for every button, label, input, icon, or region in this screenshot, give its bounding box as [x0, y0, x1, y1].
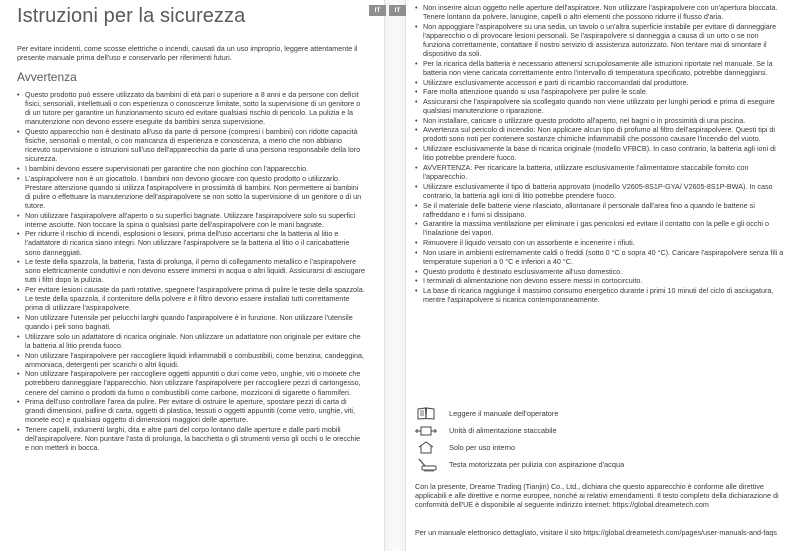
- warning-item: • Non appoggiare l'aspirapolvere su una sedia, un tavolo o un'altra superficie instabile per evitare di danneggiare l'apparecchio o di provocare lesioni personali. Se l'aspirapolvere si danneggia a causa di un urto o se non funziona correttamente, contattare il nostro servizio di assistenza autorizzato. Non tentare mai di smontare il dispositivo da soli.: [415, 22, 785, 58]
- section-heading-warning: Avvertenza: [17, 70, 77, 84]
- warning-item: • Questo prodotto è destinato esclusivamente all'uso domestico.: [415, 267, 785, 276]
- symbol-label: Solo per uso interno: [449, 443, 516, 452]
- warning-list-right: [415, 3, 785, 305]
- motorized-head-icon: [415, 458, 437, 472]
- warning-item: • Non usare in ambienti estremamente caldi o freddi (sotto 0 °C o sopra 40 °C). Caricare l'aspirapolvere senza fili a temperature superiori a 0 °C e inferiori a 40 °C.: [415, 248, 785, 266]
- symbols-legend: [415, 405, 785, 473]
- warning-item: • I terminali di alimentazione non devono essere messi in cortocircuito.: [415, 276, 785, 285]
- warning-item: • Questo prodotto può essere utilizzato da bambini di età pari o superiore a 8 anni e da persone con deficit fisici, sensoriali, intellettuali o con esperienza o conoscenze limitate, sotto la supervisione di un genitore o di un tutore per garantire un funzionamento sicuro ed evitare qualsiasi rischio di pericolo. La pulizia e la manutenzione non devono essere eseguite da bambini senza supervisione.: [17, 90, 365, 126]
- symbol-label: Leggere il manuale dell'operatore: [449, 409, 559, 418]
- right-page: [404, 0, 800, 551]
- warning-item: • La base di ricarica raggiunge il massimo consumo energetico durante i primi 10 minuti del ciclo di asciugatura, mentre l'aspirapolvere si ricarica contemporaneamente.: [415, 286, 785, 304]
- intro-paragraph: Per evitare incidenti, come scosse elettriche o incendi, causati da un uso improprio, leggere attentamente il presente manuale prima dell'uso e conservarlo per riferimenti futuri.: [17, 44, 358, 63]
- warning-item: • Per evitare lesioni causate da parti rotative, spegnere l'aspirapolvere prima di pulire le teste della spazzola. Le teste della spazzola, il contenitore della polvere e il filtro devono essere installati tutti correttamente prima di utilizzare l'aspirapolvere.: [17, 285, 365, 312]
- eu-declaration: Con la presente, Dreame Trading (Tianjin) Co., Ltd., dichiara che questo apparecchio è conforme alle direttive applicabili e alle direttive e norme europee, nonché ai relativi emendamenti. Il testo completo della dichiarazione di conformità dell'UE è disponibile al seguente indirizzo internet: https://global.dreametech.com: [415, 482, 779, 510]
- symbol-row: [415, 422, 785, 439]
- warning-item: • Rimuovere il liquido versato con un assorbente e incenerire i rifiuti.: [415, 238, 785, 247]
- warning-item: • Tenere capelli, indumenti larghi, dita e altre parti del corpo lontano dalle aperture e dalle parti mobili dell'aspirapolvere. Non puntare l'asta di prolunga, la bacchetta o gli strumenti verso gli occhi o le orecchie e non metterli in bocca.: [17, 425, 365, 452]
- warning-item: • Se il materiale delle batterie viene rilasciato, allontanare il personale dall'area fino a quando le batterie si raffreddano e i fumi si dissipano.: [415, 201, 785, 219]
- warning-item: • Garantire la massima ventilazione per eliminare i gas pericolosi ed evitare il contatto con la pelle e gli occhi o l'inalazione dei vapori.: [415, 219, 785, 237]
- language-tab-right: IT: [389, 5, 406, 16]
- book-icon: [415, 407, 437, 421]
- symbol-label: Testa motorizzata per pulizia con aspirazione d'acqua: [449, 460, 625, 469]
- page-gutter: [384, 0, 406, 551]
- symbol-row: [415, 456, 785, 473]
- warning-item: • Avvertenza sul pericolo di incendio: Non applicare alcun tipo di profumo al filtro dell'aspirapolvere. Questi tipi di prodotti sono noti per contenere sostanze chimiche infiammabili che possono causare l'incendio del vuoto.: [415, 125, 785, 143]
- symbol-row: [415, 405, 785, 422]
- warning-item: • Utilizzare solo un adattatore di ricarica originale. Non utilizzare un adattatore non originale per evitare che la batteria al litio prenda fuoco.: [17, 332, 365, 350]
- warning-item: • I bambini devono essere supervisionati per garantire che non giochino con l'apparecchio.: [17, 164, 365, 173]
- warning-item: • Non installare, caricare o utilizzare questo prodotto all'aperto, nei bagni o in prossimità di una piscina.: [415, 116, 785, 125]
- warning-item: • AVVERTENZA: Per ricaricare la batteria, utilizzare esclusivamente l'alimentatore staccabile fornito con l'apparecchio.: [415, 163, 785, 181]
- warning-list-left: [17, 90, 365, 453]
- warning-item: • Assicurarsi che l'aspirapolvere sia scollegato quando non viene utilizzato per lunghi periodi e prima di eseguire qualsiasi manutenzione o riparazione.: [415, 97, 785, 115]
- warning-item: • Prima dell'uso controllare l'area da pulire. Per evitare di ostruire le aperture, spostare pezzi di carta di grandi dimensioni, palline di carta, oggetti di plastica, tessuti o oggetti appuntiti (come vetro, unghie, viti, monete ecc) e qualsiasi oggetto di dimensioni maggiori delle aperture.: [17, 397, 365, 424]
- warning-item: • Fare molta attenzione quando si usa l'aspirapolvere per pulire le scale.: [415, 87, 785, 96]
- power-supply-icon: [415, 424, 437, 438]
- warning-item: • L'aspirapolvere non è un giocattolo. I bambini non devono giocare con questo prodotto o utilizzarlo. Prestare attenzione quando si utilizza l'aspirapolvere in prossimità di bambini. Non permettere ai bambini di pulire o effettuare la manutenzione dell'aspirapolvere se non sotto la supervisione di un genitore o di un tutore.: [17, 174, 365, 210]
- warning-item: • Per ridurre il rischio di incendi, esplosioni o lesioni, prima dell'uso accertarsi che la batteria al litio e l'adattatore di ricarica siano integri. Non utilizzare l'aspirapolvere se la batteria al litio o il caricabatterie sono danneggiati.: [17, 229, 365, 256]
- warning-item: • Utilizzare esclusivamente la base di ricarica originale (modello VFBCB). In caso contrario, la batteria agli ioni di litio potrebbe prendere fuoco.: [415, 144, 785, 162]
- language-tab-left: IT: [369, 5, 386, 16]
- page-title: Istruzioni per la sicurezza: [17, 5, 246, 27]
- house-icon: [415, 441, 437, 455]
- warning-item: • Utilizzare esclusivamente accessori e parti di ricambio raccomandati dal produttore.: [415, 78, 785, 87]
- symbol-row: [415, 439, 785, 456]
- warning-item: • Non utilizzare l'aspirapolvere all'aperto o su superfici bagnate. Utilizzare l'aspirapolvere solo su superfici interne asciutte. Non toccare la spina o qualsiasi parte dell'aspirapolvere con le mani bagnate.: [17, 211, 365, 229]
- warning-item: • Utilizzare esclusivamente il tipo di batteria approvato (modello V2605-8S1P-GYA/ V2605-8S1P-BWA). In caso contrario, la batteria agli ioni di litio potrebbe prendere fuoco.: [415, 182, 785, 200]
- warning-item: • Non utilizzare l'aspirapolvere per raccogliere oggetti appuntiti o duri come vetro, unghie, viti o monete che potrebbero danneggiare l'apparecchio. Non utilizzare l'aspirapolvere per raccogliere pezzi di cartongesso, cenere del camino o prodotti da fumo o combustibili come carbone, mozziconi di sigarette o fiammiferi.: [17, 369, 365, 396]
- left-page: [0, 0, 384, 551]
- symbol-label: Unità di alimentazione staccabile: [449, 426, 557, 435]
- warning-item: • Questo apparecchio non è destinato all'uso da parte di persone (compresi i bambini) con ridotte capacità fisiche, sensoriali o mentali, o con mancanza di esperienza e conoscenza, a meno che non abbiano ricevuto supervisione o istruzioni sull'uso dell'apparecchio da parte di una persona responsabile della loro sicurezza.: [17, 127, 365, 163]
- warning-item: • Non utilizzare l'aspirapolvere per raccogliere liquidi infiammabili o combustibili, come benzina, candeggina, ammoniaca, detergenti per scarichi o altri liquidi.: [17, 351, 365, 369]
- warning-item: • Per la ricarica della batteria è necessario attenersi scrupolosamente alle istruzioni riportate nel manuale. Se la batteria non viene caricata correttamente entro l'intervallo di temperatura specificato, potrebbe danneggiarsi.: [415, 59, 785, 77]
- warning-item: • Le teste della spazzola, la batteria, l'asta di prolunga, il perno di collegamento metallico e l'aspirapolvere sono elettricamente conduttivi e non devono essere immersi in acqua o altri liquidi. Assicurarsi di asciugare tutti i filtri dopo la pulizia.: [17, 257, 365, 284]
- warning-item: • Non inserire alcun oggetto nelle aperture dell'aspiratore. Non utilizzare l'aspirapolvere con un'apertura bloccata. Tenere lontano da polvere, lanugine, capelli o altri elementi che possono ridurre il flusso d'aria.: [415, 3, 785, 21]
- warning-item: • Non utilizzare l'utensile per pelucchi larghi quando l'aspirapolvere è in funzione. Non utilizzare l'utensile quando i peli sono bagnati.: [17, 313, 365, 331]
- manual-link-text: Per un manuale elettronico dettagliato, visitare il sito https://global.dreametech.com/pages/user-manuals-and-faqs: [415, 528, 777, 537]
